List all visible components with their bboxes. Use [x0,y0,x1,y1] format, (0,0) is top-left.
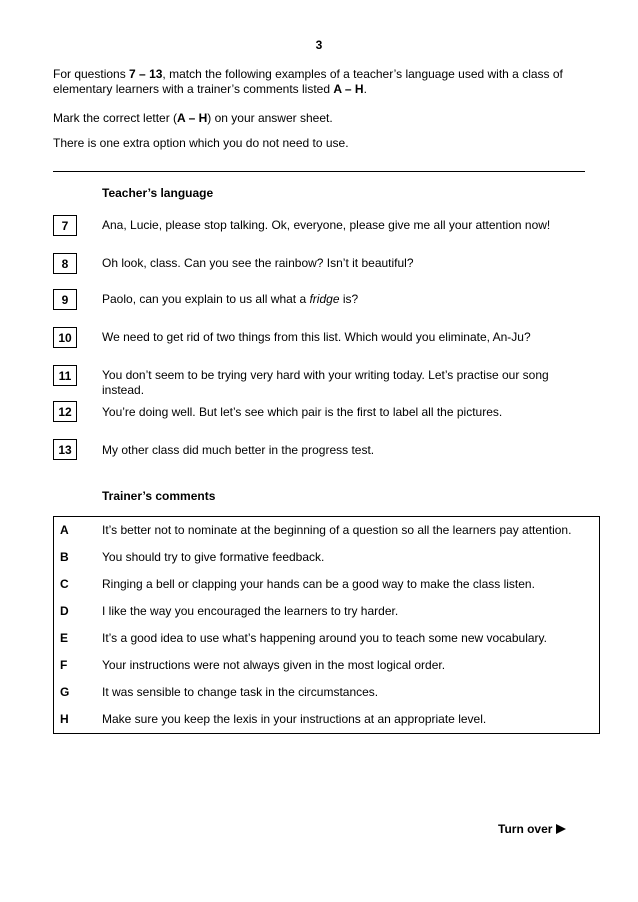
question-text: You don’t seem to be trying very hard with your writing today. Let’s practise our song instead. [102,368,549,397]
intro-text: . [363,82,367,96]
teachers-language-heading: Teacher’s language [102,186,214,200]
comment-text: It’s better not to nominate at the beginning of a question so all the learners pay attention. [102,523,572,537]
page-number: 3 [315,38,323,52]
question-text [102,292,572,307]
comment-letter: D [60,604,69,618]
comment-letter: A [60,523,69,537]
answer-instruction [53,111,573,126]
question-text: You’re doing well. But let’s see which pair is the first to label all the pictures. [102,405,503,419]
question-number-box: 9 [53,289,77,310]
question-text-part: is? [339,292,359,306]
turn-over-text: Turn over [498,822,553,836]
option-range: A – H [333,82,364,96]
divider-line [53,171,585,172]
comment-letter: F [60,658,68,672]
comment-text: It was sensible to change task in the circumstances. [102,685,379,699]
question-number-box: 12 [53,401,77,422]
instructions-paragraph [53,67,573,97]
intro-text: ) on your answer sheet. [207,111,333,125]
question-range: 7 – 13 [129,67,163,81]
comment-letter: C [60,577,69,591]
question-text: My other class did much better in the progress test. [102,443,375,457]
triangle-right-icon [556,824,566,834]
comment-text: Make sure you keep the lexis in your instructions at an appropriate level. [102,712,487,726]
intro-text: For questions [53,67,130,81]
question-text-italic: fridge [309,292,340,306]
intro-text: , match the following examples of a teacher’s language used with a class of elementary learners with a trainer’s comments listed [53,67,563,96]
intro-text: Mark the correct letter ( [53,111,178,125]
question-number-box: 10 [53,327,77,348]
question-text: Oh look, class. Can you see the rainbow? Isn’t it beautiful? [102,256,414,270]
turn-over-label [498,822,566,836]
comment-letter: H [60,712,69,726]
option-range: A – H [177,111,208,125]
comments-box [53,516,600,734]
question-text: We need to get rid of two things from this list. Which would you eliminate, An-Ju? [102,330,531,344]
question-number-box: 11 [53,365,77,386]
question-text: Ana, Lucie, please stop talking. Ok, everyone, please give me all your attention now! [102,218,551,232]
comment-text: You should try to give formative feedback. [102,550,325,564]
question-number-box: 13 [53,439,77,460]
comment-letter: B [60,550,69,564]
comment-text: Your instructions were not always given in the most logical order. [102,658,446,672]
question-number-box: 8 [53,253,77,274]
comment-text: It’s a good idea to use what’s happening around you to teach some new vocabulary. [102,631,547,645]
question-text-part: Paolo, can you explain to us all what a [102,292,310,306]
question-number-box: 7 [53,215,77,236]
comment-letter: G [60,685,70,699]
extra-option-note: There is one extra option which you do not need to use. [53,136,349,150]
comment-text: Ringing a bell or clapping your hands can be a good way to make the class listen. [102,577,535,591]
trainers-comments-heading: Trainer’s comments [102,489,216,503]
comment-letter: E [60,631,69,645]
comment-text: I like the way you encouraged the learners to try harder. [102,604,399,618]
